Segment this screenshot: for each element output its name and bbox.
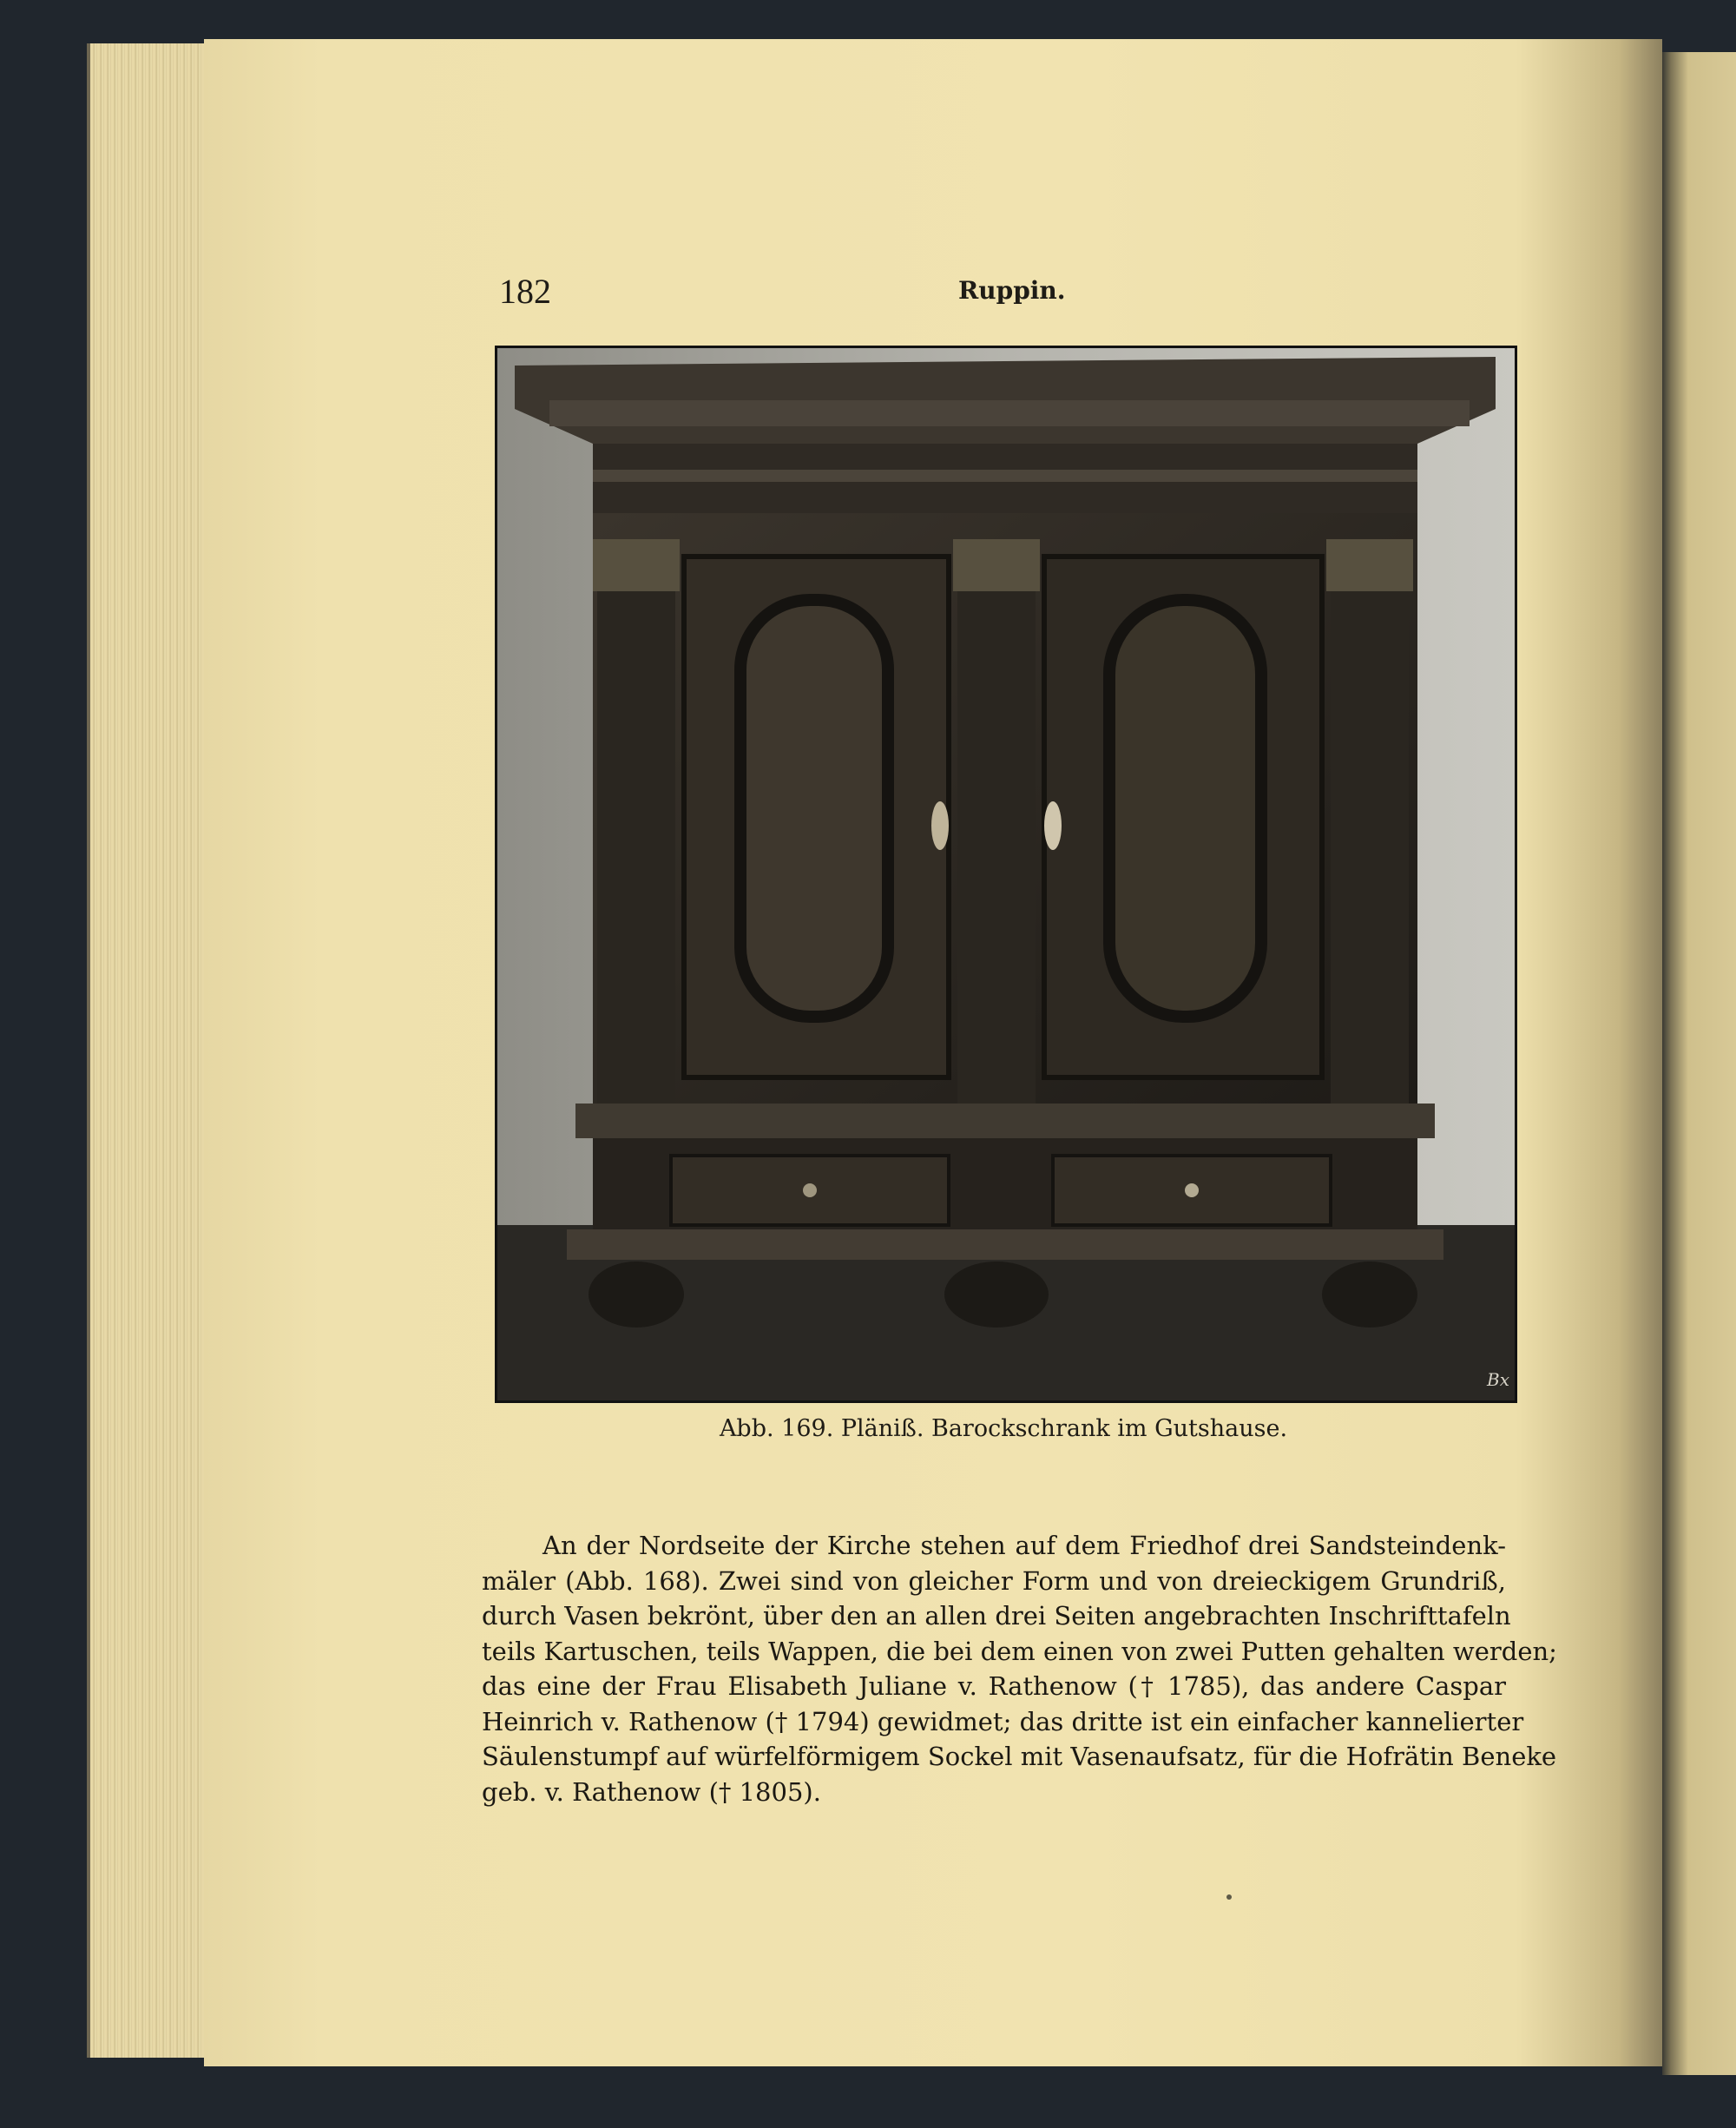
body-paragraph [482,1528,1557,1809]
page-edges [87,43,220,2058]
running-title: Ruppin. [958,276,1066,305]
body-line: mäler (Abb. 168). Zwei sind von gleicher Form und von dreieckigem Grundriß, [482,1565,1506,1596]
body-line: geb. v. Rathenow († 1805). [482,1776,821,1807]
ink-speck [1226,1894,1232,1900]
body-line: teils Kartuschen, teils Wappen, die bei dem einen von zwei Putten gehalten werden; [482,1636,1557,1666]
body-line: das eine der Frau Elisabeth Juliane v. Rathenow († 1785), das andere Caspar [482,1671,1506,1701]
page-number: 182 [499,272,551,311]
figure-caption: Abb. 169. Pläniß. Barockschrank im Gutshause. [719,1415,1288,1442]
photographer-mark: Bx [1487,1369,1509,1390]
body-line: durch Vasen bekrönt, über den an allen drei Seiten angebrachten Inschrifttafeln [482,1601,1511,1631]
body-line: Säulenstumpf auf würfelförmigem Sockel mit Vasenaufsatz, für die Hofrätin Beneke [482,1742,1557,1771]
body-line: Heinrich v. Rathenow († 1794) gewidmet; das dritte ist ein einfacher kannelierter [482,1706,1524,1736]
facing-page-edge [1662,52,1736,2075]
body-line: An der Nordseite der Kirche stehen auf dem Friedhof drei Sandsteindenk- [542,1531,1506,1560]
figure-photo-baroque-cabinet [495,346,1517,1403]
